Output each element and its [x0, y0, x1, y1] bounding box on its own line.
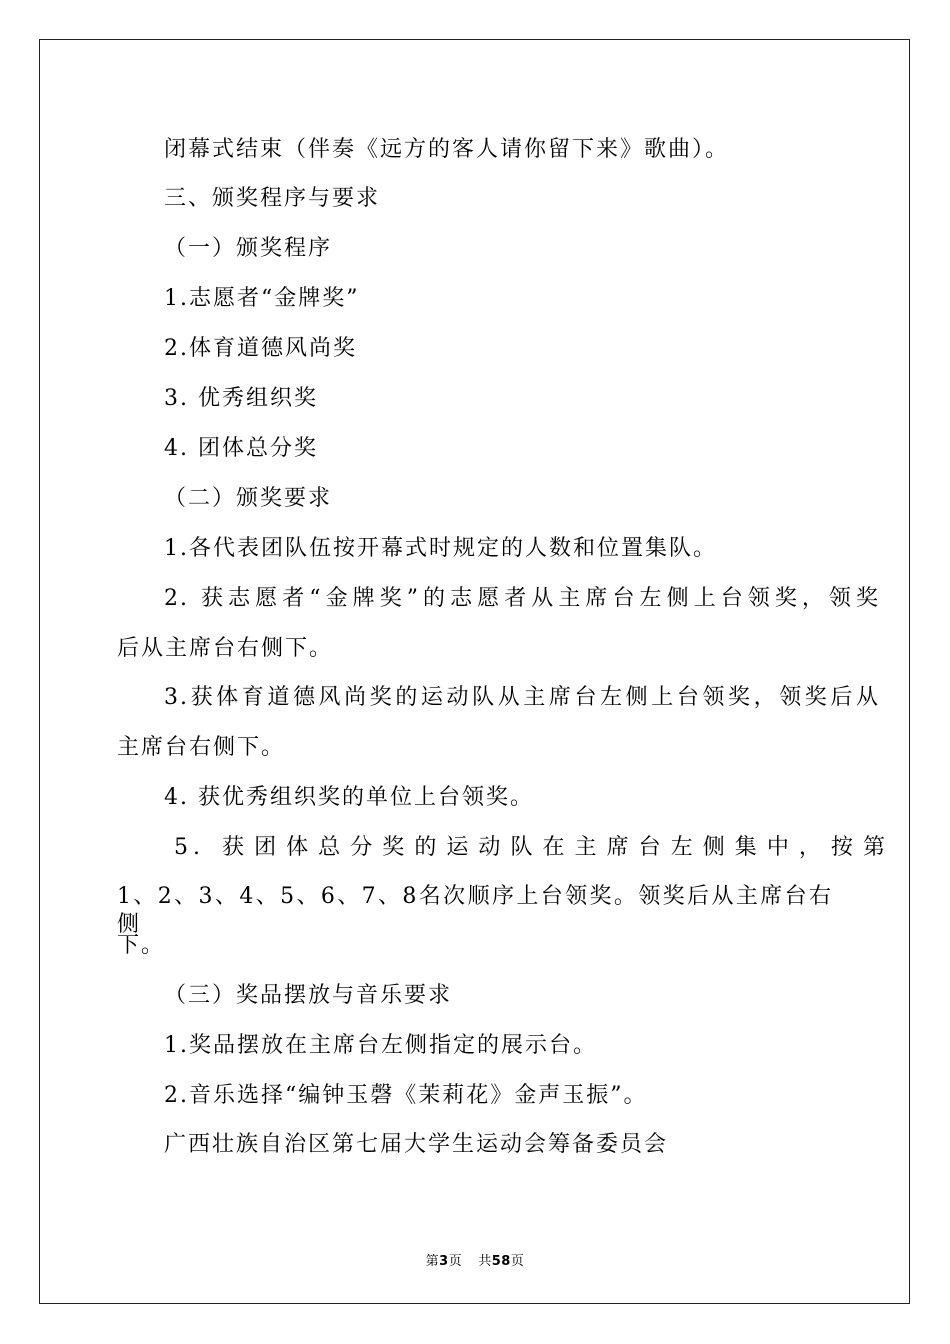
subheading-award-order: （一）颁奖程序: [164, 236, 333, 261]
requirement-3-line-1: 3.获体育道德风尚奖的运动队从主席台左侧上台领奖，领奖后从: [164, 685, 880, 710]
requirement-4: 4. 获优秀组织奖的单位上台领奖。: [164, 785, 534, 810]
list-item-organization: 3. 优秀组织奖: [164, 386, 318, 411]
page-border: [39, 39, 910, 1304]
footer-total-prefix: 共: [478, 1254, 492, 1269]
footer-page-total: 58: [491, 1254, 511, 1269]
requirement-5-line-1: 5. 获团体总分奖的运动队在主席台左侧集中，按第: [174, 835, 890, 860]
requirement-1: 1.各代表团队伍按开幕式时规定的人数和位置集队。: [164, 536, 717, 561]
footer-page-unit: 页: [448, 1254, 463, 1269]
requirement-3-line-2: 主席台右侧下。: [117, 735, 286, 760]
requirement-5-line-3: 下。: [117, 933, 166, 958]
list-item-team-total: 4. 团体总分奖: [164, 436, 318, 461]
requirement-5-line-2: 1、2、3、4、5、6、7、8名次顺序上台领奖。领奖后从主席台右侧: [117, 884, 833, 937]
organizer-signature: 广西壮族自治区第七届大学生运动会筹备委员会: [164, 1132, 669, 1157]
list-item-sportsmanship: 2.体育道德风尚奖: [164, 336, 357, 361]
page-footer: [0, 1250, 950, 1269]
requirement-2-line-1: 2. 获志愿者“金牌奖”的志愿者从主席台左侧上台领奖，领奖: [164, 586, 880, 611]
section-heading-award-procedure: 三、颁奖程序与要求: [164, 186, 381, 211]
footer-page-prefix: 第: [425, 1254, 440, 1269]
footer-page-current: 3: [439, 1254, 449, 1269]
subheading-award-requirements: （二）颁奖要求: [164, 486, 333, 511]
list-item-volunteer-gold: 1.志愿者“金牌奖”: [164, 286, 360, 311]
subheading-prizes-music: （三）奖品摆放与音乐要求: [164, 983, 453, 1008]
requirement-2-line-2: 后从主席台右侧下。: [117, 636, 334, 661]
music-item-2: 2.音乐选择“编钟玉磬《茉莉花》金声玉振”。: [164, 1083, 648, 1108]
prize-item-1: 1.奖品摆放在主席台左侧指定的展示台。: [164, 1033, 597, 1058]
footer-total-unit: 页: [510, 1254, 525, 1269]
paragraph-closing-ceremony-end: 闭幕式结束（伴奏《远方的客人请你留下来》歌曲）。: [164, 137, 730, 162]
